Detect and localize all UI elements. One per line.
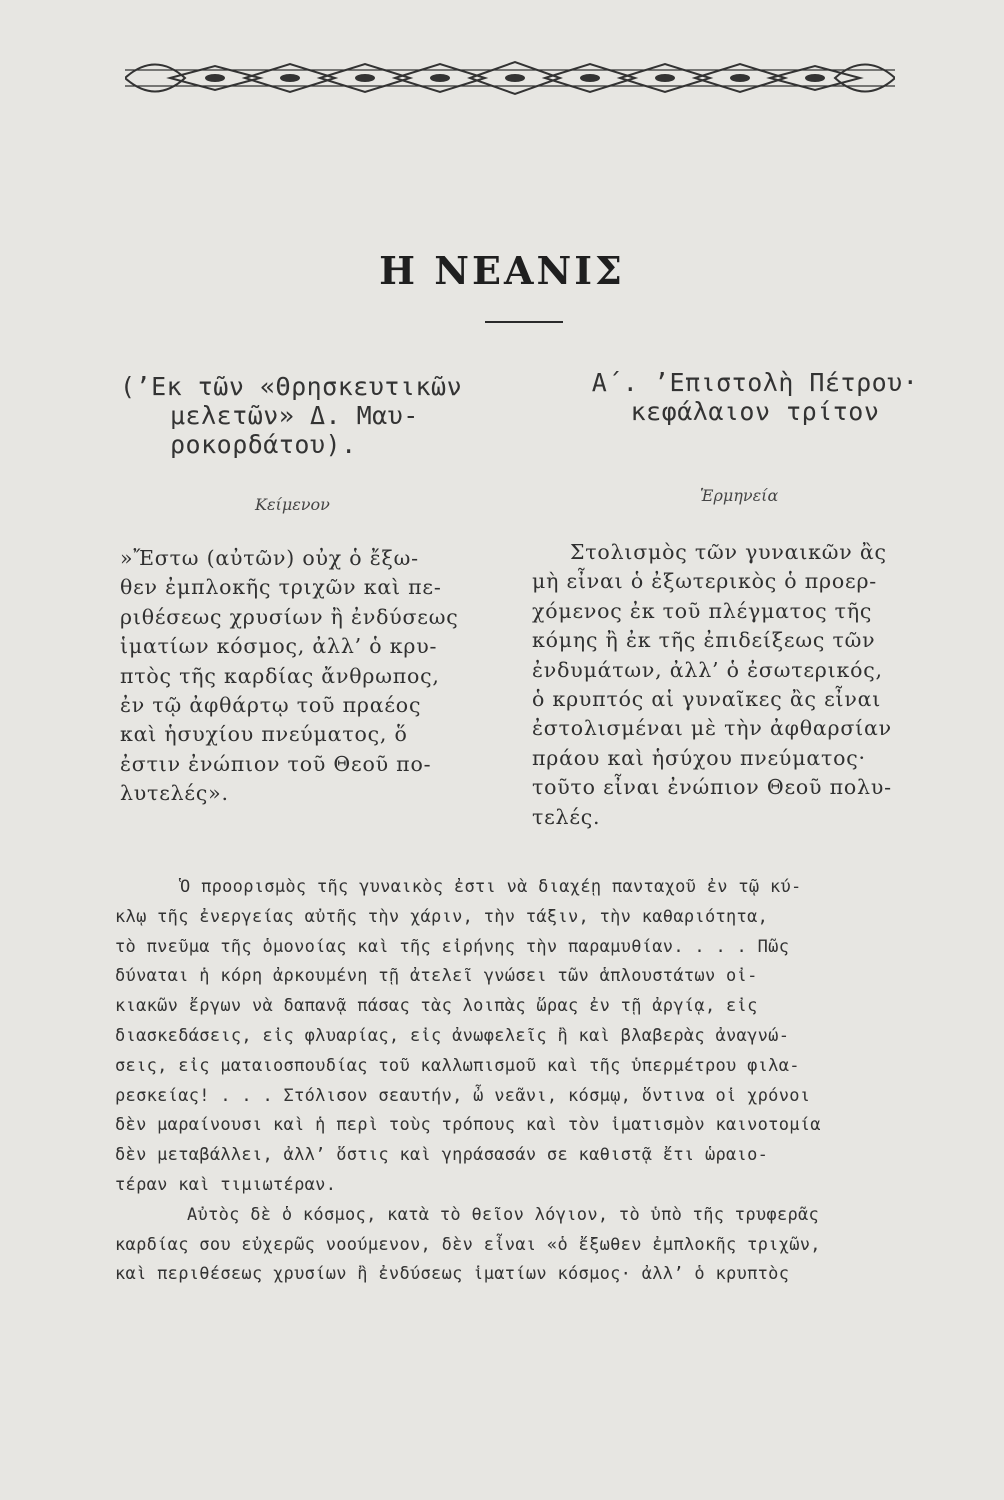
text-line: τοῦτο εἶναι ἐνώπιον Θεοῦ πολυ- xyxy=(532,775,892,800)
body-line: διασκεδάσεις, εἰς φλυαρίας, εἰς ἀνωφελεῖς ἢ καὶ βλαβερὰς ἀναγνώ- xyxy=(115,1025,790,1046)
text-line: καὶ ἡσυχίου πνεύματος, ὅ xyxy=(120,722,408,747)
text-line: ἱματίων κόσμος, ἀλλ’ ὁ κρυ- xyxy=(120,634,438,659)
body-line: ρεσκείας! . . . Στόλισον σεαυτήν, ὦ νεᾶνι, κόσμῳ, ὅντινα οἱ χρόνοι xyxy=(115,1085,811,1106)
decorative-chain-ornament xyxy=(125,48,895,108)
body-line: δὲν μαραίνουσι καὶ ἡ περὶ τοὺς τρόπους καὶ τὸν ἱματισμὸν καινοτομία xyxy=(115,1115,821,1136)
text-line: θεν ἐμπλοκῆς τριχῶν καὶ πε- xyxy=(120,575,442,600)
text-line: πράου καὶ ἡσύχου πνεύματος· xyxy=(532,745,866,770)
body-line: τέραν καὶ τιμιωτέραν. xyxy=(115,1174,337,1195)
text-line: ὁ κρυπτός αἱ γυναῖκες ἂς εἶναι xyxy=(532,687,882,712)
text-line: ἐστολισμέναι μὲ τὴν ἀφθαρσίαν xyxy=(532,716,892,741)
body-line: κιακῶν ἔργων νὰ δαπανᾷ πάσας τὰς λοιπὰς ὥρας ἐν τῇ ἀργίᾳ, εἰς xyxy=(115,996,758,1017)
text-line: πτὸς τῆς καρδίας ἄνθρωπος, xyxy=(120,663,440,688)
right-column-text xyxy=(532,538,942,832)
left-column-text xyxy=(120,544,515,809)
body-line: κλῳ τῆς ἐνεργείας αὐτῆς τὴν χάριν, τὴν τάξιν, τὴν καθαριότητα, xyxy=(115,906,769,927)
body-line: καὶ περιθέσεως χρυσίων ἢ ἐνδύσεως ἱματίων κόσμος· ἀλλ’ ὁ κρυπτὸς xyxy=(115,1264,790,1285)
text-line: ριθέσεως χρυσίων ἢ ἐνδύσεως xyxy=(120,604,459,629)
text-line: χόμενος ἐκ τοῦ πλέγματος τῆς xyxy=(532,598,873,623)
right-heading-line: κεφάλαιον τρίτον xyxy=(630,397,880,426)
left-heading-line: (’Εκ τῶν «Θρησκευτικῶν xyxy=(120,372,463,401)
page-title: Η ΝΕΑΝΙΣ xyxy=(379,248,625,293)
title-divider xyxy=(485,321,563,323)
body-paragraphs xyxy=(115,873,945,1290)
body-line: Ὁ προορισμὸς τῆς γυναικὸς ἐστι νὰ διαχέῃ πανταχοῦ ἐν τῷ κύ- xyxy=(180,877,802,897)
body-line: σεις, εἰς ματαιοσπουδίας τοῦ καλλωπισμοῦ καὶ τῆς ὑπερμέτρου φιλα- xyxy=(115,1055,800,1076)
text-line: ἐστιν ἐνώπιον τοῦ Θεοῦ πο- xyxy=(120,751,432,776)
text-line: τελές. xyxy=(532,804,601,829)
text-line: ἐν τῷ ἀφθάρτῳ τοῦ πραέος xyxy=(120,693,422,718)
text-line: ἐνδυμάτων, ἀλλ’ ὁ ἐσωτερικός, xyxy=(532,657,883,682)
text-line: μὴ εἶναι ὁ ἐξωτερικὸς ὁ προερ- xyxy=(532,569,878,594)
body-line: δὲν μεταβάλλει, ἀλλ’ ὅστις καὶ γηράσασάν σε καθιστᾷ ἔτι ὡραιο- xyxy=(115,1145,769,1166)
right-heading-line: Α΄. ’Επιστολὴ Πέτρου· xyxy=(591,368,919,397)
left-column-heading xyxy=(120,372,515,459)
text-line: λυτελές». xyxy=(120,781,229,806)
left-heading-line: ροκορδάτου). xyxy=(170,430,357,459)
right-column-subtitle: Ἑρμηνεία xyxy=(700,486,779,505)
text-line: »Ἔστω (αὐτῶν) οὐχ ὁ ἔξω- xyxy=(120,546,419,570)
text-line: κόμης ἢ ἐκ τῆς ἐπιδείξεως τῶν xyxy=(532,628,876,653)
left-heading-line: μελετῶν» Δ. Μαυ- xyxy=(170,401,419,430)
left-column-subtitle: Κείμενον xyxy=(255,495,330,514)
body-line: δύναται ἡ κόρη ἀρκουμένη τῇ ἀτελεῖ γνώσει τῶν ἁπλουστάτων οἰ- xyxy=(115,966,758,987)
text-line: Στολισμὸς τῶν γυναικῶν ἂς xyxy=(570,540,887,564)
body-line: τὸ πνεῦμα τῆς ὁμονοίας καὶ τῆς εἰρήνης τὴν παραμυθίαν. . . . Πῶς xyxy=(115,936,790,957)
body-line: καρδίας σου εὐχερῶς νοούμενον, δὲν εἶναι «ὁ ἔξωθεν ἐμπλοκῆς τριχῶν, xyxy=(115,1234,821,1255)
right-column-heading xyxy=(535,368,975,426)
body-line: Αὐτὸς δὲ ὁ κόσμος, κατὰ τὸ θεῖον λόγιον, τὸ ὑπὸ τῆς τρυφερᾶς xyxy=(187,1204,820,1225)
